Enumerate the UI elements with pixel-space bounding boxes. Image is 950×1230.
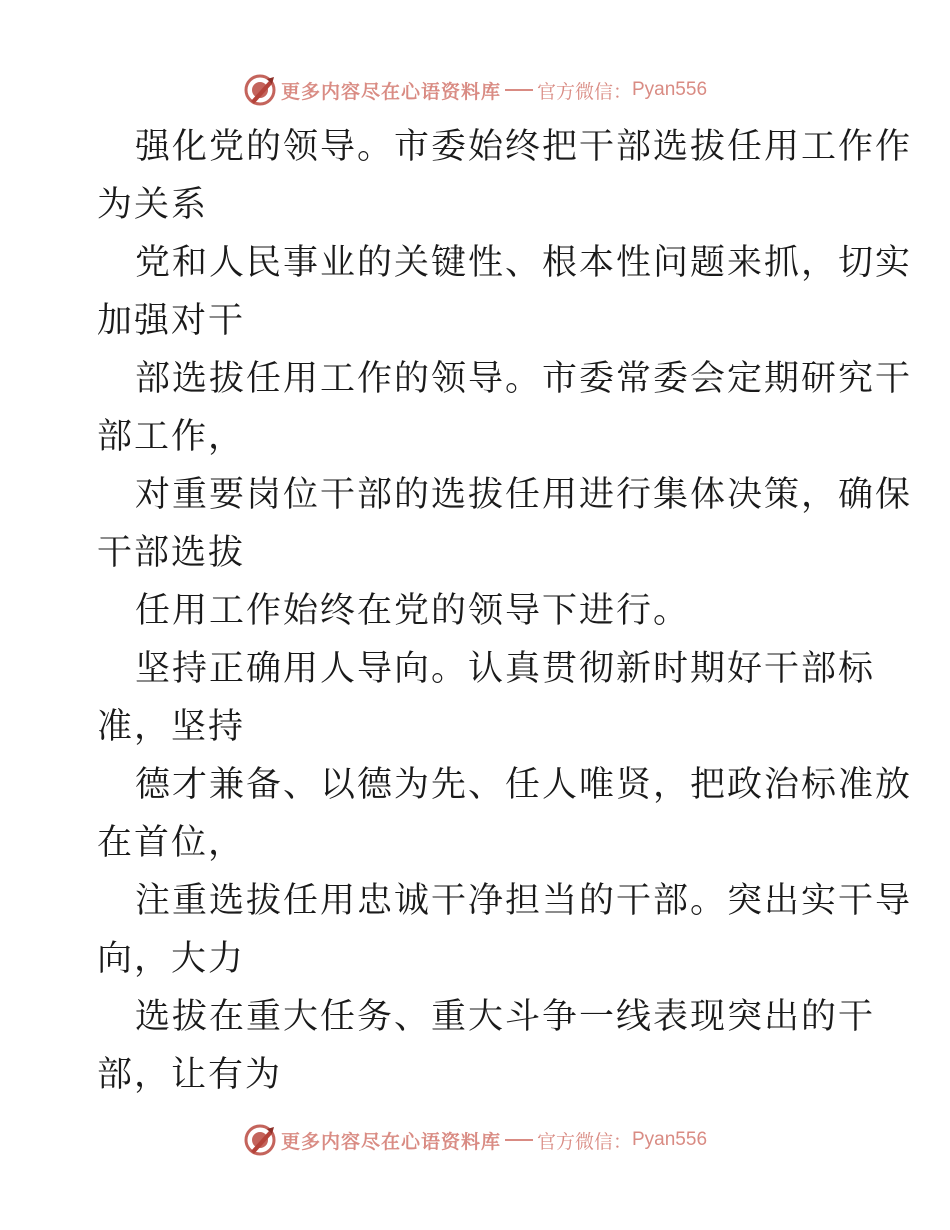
- text-line: 准，坚持: [97, 707, 246, 747]
- footer-watermark-banner: [0, 1120, 950, 1160]
- header-watermark-banner: [0, 70, 950, 110]
- text-line: 德才兼备、以德为先、任人唯贤，把政治标准放: [135, 765, 913, 805]
- footer-banner-text: 更多内容尽在心语资料库: [280, 1130, 501, 1153]
- text-line: 部选拔任用工作的领导。市委常委会定期研究干: [135, 359, 913, 399]
- header-banner-id: Pyan556: [632, 79, 708, 100]
- text-line: 注重选拔任用忠诚干净担当的干部。突出实干导: [135, 881, 913, 921]
- text-line: 干部选拔: [97, 533, 246, 573]
- text-line: 强化党的领导。市委始终把干部选拔任用工作作: [135, 127, 913, 167]
- document-body: [97, 118, 913, 1104]
- text-line: 对重要岗位干部的选拔任用进行集体决策，确保: [135, 475, 913, 515]
- text-line: 坚持正确用人导向。认真贯彻新时期好干部标: [135, 649, 876, 689]
- footer-banner-dash: [505, 1139, 533, 1141]
- header-banner-dash: [505, 89, 533, 91]
- text-line: 任用工作始终在党的领导下进行。: [135, 591, 691, 631]
- text-line: 选拔在重大任务、重大斗争一线表现突出的干: [135, 997, 876, 1037]
- header-banner-text: 更多内容尽在心语资料库: [280, 80, 501, 103]
- header-banner-label: 官方微信：: [536, 80, 632, 103]
- text-line: 向，大力: [97, 939, 246, 979]
- text-line: 为关系: [97, 185, 209, 225]
- text-line: 部工作，: [97, 417, 246, 457]
- pen-logo-icon: [243, 1123, 277, 1157]
- footer-banner-id: Pyan556: [632, 1129, 708, 1150]
- footer-banner-label: 官方微信：: [536, 1130, 632, 1153]
- text-line: 党和人民事业的关键性、根本性问题来抓，切实: [135, 243, 913, 283]
- pen-logo-icon: [243, 73, 277, 107]
- text-line: 在首位，: [97, 823, 246, 863]
- text-line: 部，让有为: [97, 1055, 283, 1095]
- text-line: 加强对干: [97, 301, 246, 341]
